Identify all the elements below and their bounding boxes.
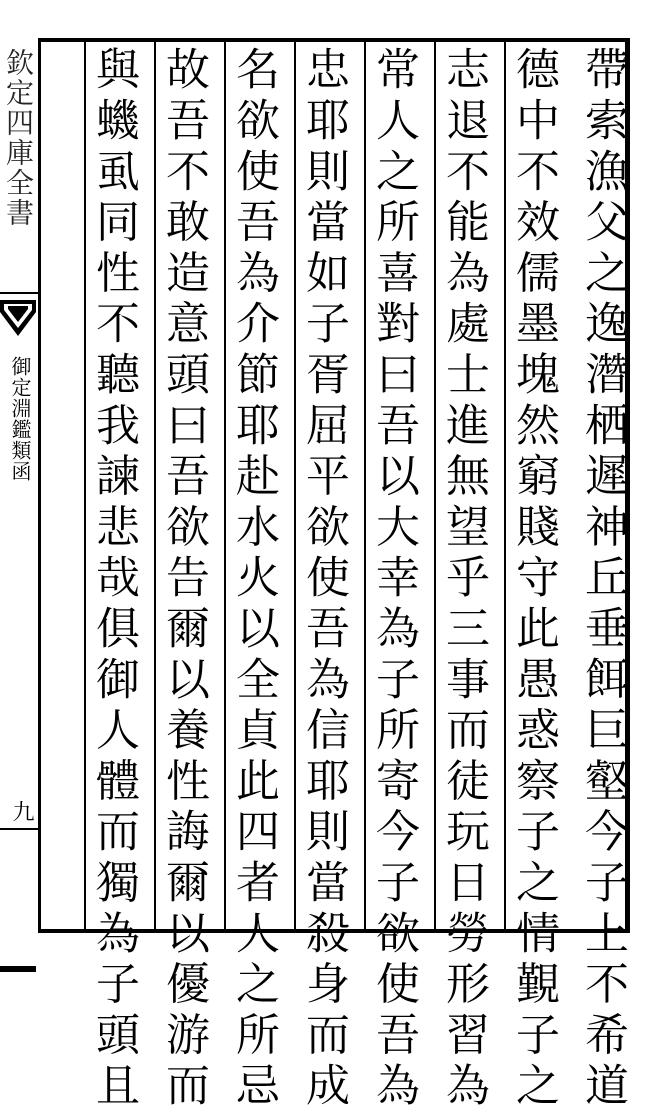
margin-rule-page bbox=[0, 828, 38, 830]
text-column-5 bbox=[294, 42, 350, 1113]
text-column-8 bbox=[84, 42, 140, 1113]
column-text-7: 故吾不敢造意頭曰吾欲告爾以養性誨爾以優游而 bbox=[158, 46, 209, 1113]
column-text-1: 帶索漁父之逸濳栖遲神丘垂餌巨壑今子上不希道 bbox=[577, 46, 628, 1113]
margin-book-title: 御定淵鑑類函 bbox=[8, 356, 32, 482]
margin-page-number: 九 bbox=[9, 800, 34, 822]
text-column-3 bbox=[434, 42, 490, 1113]
margin-series-title: 欽定四庫全書 bbox=[2, 48, 35, 228]
column-text-2: 德中不效儒墨塊然窮賤守此愚惑察子之情覲子之 bbox=[508, 46, 559, 1113]
page-margin-strip bbox=[0, 38, 38, 933]
margin-bottom-edge bbox=[0, 966, 36, 972]
fish-tail-ornament-icon bbox=[0, 300, 36, 338]
text-column-6 bbox=[224, 42, 280, 1113]
column-text-5: 忠耶則當如子胥屈平欲使吾為信耶則當殺身而成 bbox=[298, 46, 349, 1113]
column-text-3: 志退不能為處士進無望乎三事而徒玩日勞形習為 bbox=[438, 46, 489, 1113]
column-text-6: 名欲使吾為介節耶赴水火以全貞此四者人之所忌 bbox=[228, 46, 279, 1113]
frame-left-rule bbox=[38, 42, 41, 933]
text-column-1 bbox=[574, 42, 630, 1113]
text-column-2 bbox=[504, 42, 560, 1113]
text-column-4 bbox=[364, 42, 420, 1113]
column-text-8: 與蟣虱同性不聽我諫悲哉俱御人體而獨為子頭且 bbox=[88, 46, 139, 1113]
text-column-7 bbox=[154, 42, 210, 1113]
column-text-4: 常人之所喜對曰吾以大幸為子所寄今子欲使吾為 bbox=[368, 46, 419, 1113]
margin-rule-top bbox=[0, 292, 38, 294]
